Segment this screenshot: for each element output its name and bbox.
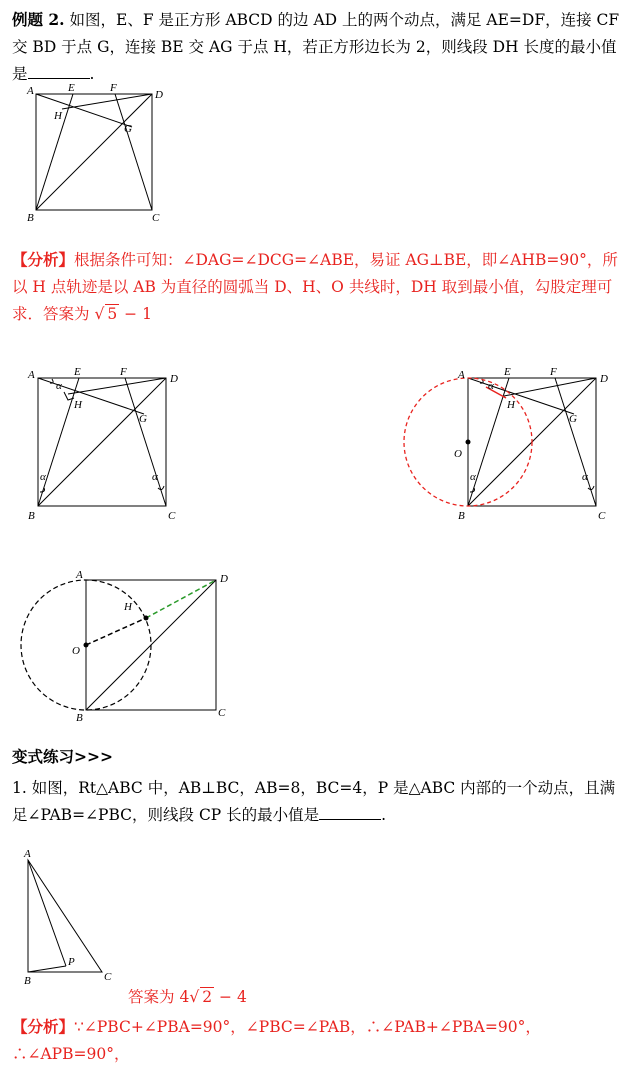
analysis-2-tag: 【分析】 bbox=[12, 1017, 75, 1036]
answer-sqrt2: √ 2 bbox=[189, 988, 213, 1006]
section-title: 变式练习>>> bbox=[12, 747, 113, 766]
label-D: D bbox=[155, 89, 163, 101]
analysis-1: 【分析】根据条件可知：∠DAG=∠DCG=∠ABE，易证 AG⊥BE，即∠AHB=90°，所以 H 点轨迹是以 AB 为直径的圆弧当 D、H、O 共线时，DH 取到最小值，勾股定理可求．答案为 √ 5 − 1 bbox=[12, 250, 618, 323]
label-B: B bbox=[76, 712, 83, 724]
label-A: A bbox=[24, 848, 31, 860]
label-C: C bbox=[598, 510, 606, 522]
answer-sqrt5: √ 5 bbox=[94, 305, 118, 323]
label-E: E bbox=[504, 366, 511, 378]
label-H: H bbox=[54, 110, 62, 122]
label-E: E bbox=[68, 82, 75, 94]
label-G: G bbox=[569, 413, 577, 425]
analysis-1-text: 根据条件可知：∠DAG=∠DCG=∠ABE，易证 AG⊥BE，即∠AHB=90°，所以 H 点轨迹是以 AB 为直径的圆弧当 D、H、O 共线时，DH 取到最小值，勾股定理可求．答案为 bbox=[12, 251, 618, 323]
example-problem: 例题 2. 如图，E、F 是正方形 ABCD 的边 AD 上的两个动点，满足 AE=DF，连接 CF 交 BD 于点 G，连接 BE 交 AG 于点 H，若正方形边长为 2，则线段 DH 长度的最小值是 . bbox=[12, 10, 620, 83]
answer-blank bbox=[28, 64, 90, 79]
label-B: B bbox=[28, 510, 35, 522]
label-E: E bbox=[74, 366, 81, 378]
label-D: D bbox=[600, 373, 608, 385]
figure-triangle bbox=[16, 848, 126, 988]
label-A: A bbox=[28, 369, 35, 381]
label-C: C bbox=[168, 510, 176, 522]
answer-blank bbox=[319, 805, 381, 820]
label-B: B bbox=[458, 510, 465, 522]
label-alpha: α bbox=[40, 471, 46, 483]
label-F: F bbox=[550, 366, 557, 378]
label-C: C bbox=[218, 707, 226, 719]
figure-square-circle-red bbox=[394, 362, 614, 522]
label-alpha: α bbox=[152, 471, 158, 483]
label-G: G bbox=[124, 123, 132, 135]
label-A: A bbox=[76, 569, 83, 581]
problem-number: 1. bbox=[12, 779, 27, 797]
label-O: O bbox=[72, 645, 80, 657]
label-alpha: α bbox=[582, 471, 588, 483]
figure-square-2 bbox=[24, 362, 184, 522]
label-P: P bbox=[68, 956, 75, 968]
label-F: F bbox=[110, 82, 117, 94]
label-H: H bbox=[74, 399, 82, 411]
problem-text: 如图，Rt△ABC 中，AB⊥BC，AB=8，BC=4，P 是△ABC 内部的一个动点，且满足∠PAB=∠PBC，则线段 CP 长的最小值是 bbox=[12, 779, 616, 824]
analysis-2 bbox=[12, 1013, 628, 1068]
example-label: 例题 2. bbox=[12, 10, 65, 29]
label-C: C bbox=[152, 212, 160, 224]
analysis-1-tag: 【分析】 bbox=[12, 250, 75, 269]
analysis-2-text: ∵∠PBC+∠PBA=90°，∠PBC=∠PAB，∴∠PAB+∠PBA=90°，∴∠APB=90°， bbox=[12, 1018, 541, 1063]
label-G: G bbox=[139, 413, 147, 425]
practice-problem-1: 1. 如图，Rt△ABC 中，AB⊥BC，AB=8，BC=4，P 是△ABC 内部的一个动点，且满足∠PAB=∠PBC，则线段 CP 长的最小值是 . bbox=[12, 779, 616, 824]
label-B: B bbox=[24, 975, 31, 987]
label-alpha: α bbox=[56, 380, 62, 392]
label-D: D bbox=[220, 573, 228, 585]
label-C: C bbox=[104, 971, 112, 983]
label-O: O bbox=[454, 448, 462, 460]
label-B: B bbox=[27, 212, 34, 224]
label-H: H bbox=[507, 399, 515, 411]
label-D: D bbox=[170, 373, 178, 385]
label-alpha: α bbox=[488, 380, 494, 392]
figure-square-1 bbox=[24, 84, 164, 224]
label-F: F bbox=[120, 366, 127, 378]
example-text: 如图，E、F 是正方形 ABCD 的边 AD 上的两个动点，满足 AE=DF，连接 CF 交 BD 于点 G，连接 BE 交 AG 于点 H，若正方形边长为 2，则线段 DH 长度的最小值是 bbox=[12, 11, 620, 83]
label-A: A bbox=[27, 85, 34, 97]
label-A: A bbox=[458, 369, 465, 381]
label-H: H bbox=[124, 601, 132, 613]
figure-square-circle-black bbox=[14, 566, 244, 726]
label-alpha: α bbox=[470, 471, 476, 483]
answer-2: 答案为 4√ 2 − 4 bbox=[128, 988, 247, 1006]
